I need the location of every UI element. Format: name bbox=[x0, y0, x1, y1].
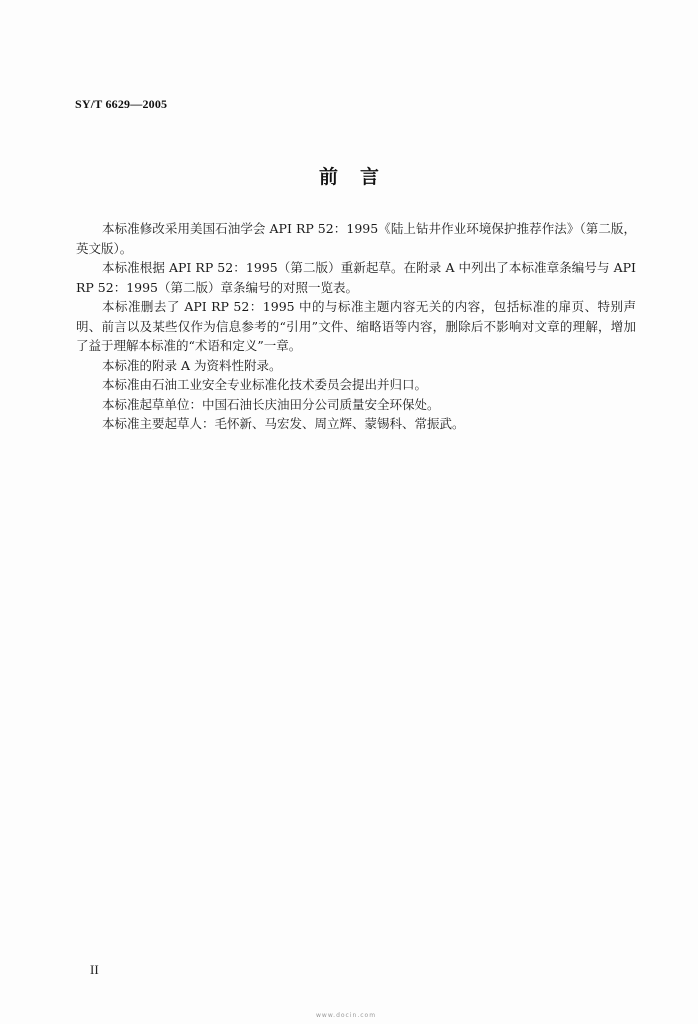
paragraph: 本标准起草单位：中国石油长庆油田分公司质量安全环保处。 bbox=[102, 396, 440, 412]
paragraph: 本标准修改采用美国石油学会 API RP 52：1995《陆上钻井作业环境保护推荐作法》（第二版，英文版）。 bbox=[76, 221, 636, 256]
paragraph: 本标准的附录 A 为资料性附录。 bbox=[102, 357, 282, 373]
footer-watermark: www.docin.com bbox=[316, 1012, 377, 1019]
paragraph: 本标准主要起草人：毛怀新、马宏发、周立辉、蒙锡科、常振武。 bbox=[102, 416, 465, 431]
page-number: II bbox=[90, 962, 99, 977]
paragraph: 本标准根据 API RP 52：1995（第二版）重新起草。在附录 A 中列出了本标准章条编号与 API RP 52：1995（第二版）章条编号的对照一览表。 bbox=[76, 260, 636, 295]
paragraph: 本标准由石油工业安全专业标准化技术委员会提出并归口。 bbox=[102, 377, 428, 392]
page-title: 前言 bbox=[318, 166, 401, 188]
standard-code: SY/T 6629—2005 bbox=[75, 97, 168, 111]
foreword-body bbox=[76, 219, 636, 434]
paragraph: 本标准删去了 API RP 52：1995 中的与标准主题内容无关的内容，包括标准的扉页、特别声明、前言以及某些仅作为信息参考的“引用”文件、缩略语等内容，删除后不影响对文章的理解，增加了益于理解本标准的“术语和定义”一章。 bbox=[76, 299, 636, 353]
